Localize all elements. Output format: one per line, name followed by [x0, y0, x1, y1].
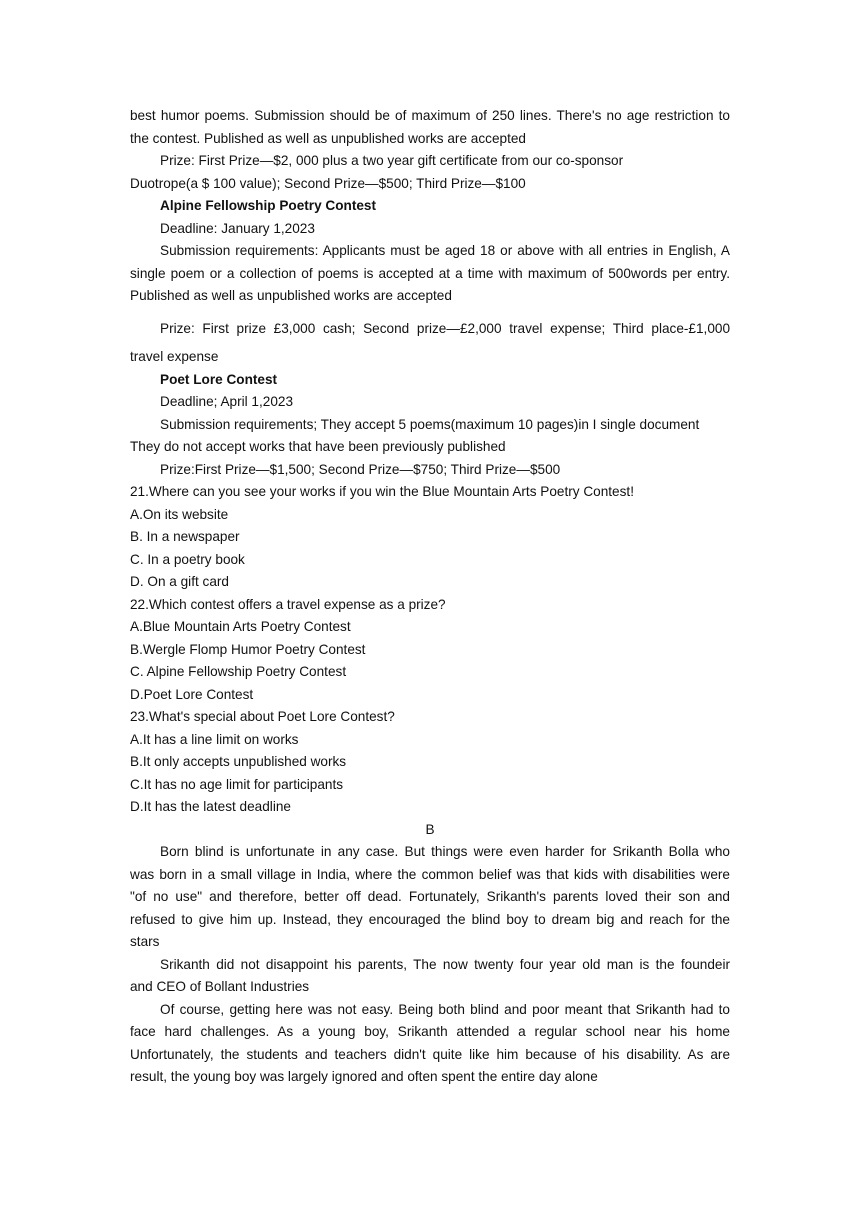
question-21-stem: 21.Where can you see your works if you win the Blue Mountain Arts Poetry Contest!: [130, 484, 634, 499]
alpine-prize-line-1: Prize: First prize £3,000 cash; Second prize—£2,000 travel expense; Third place-£1,000: [160, 320, 730, 336]
wergle-submission-line-1: best humor poems. Submission should be of maximum of 250 lines. There's no age restriction to: [130, 108, 730, 123]
alpine-submission-line-1: Submission requirements: Applicants must be aged 18 or above with all entries in English, A: [160, 243, 730, 258]
passage-b-p2-line-1: Srikanth did not disappoint his parents, The now twenty four year old man is the foundeir: [160, 956, 730, 972]
passage-b-p2-line-2: and CEO of Bollant Industries: [130, 979, 310, 994]
question-22-option-d: D.Poet Lore Contest: [130, 686, 254, 702]
wergle-prize-line-1: Prize: First Prize—$2, 000 plus a two year gift certificate from our co-sponsor: [160, 153, 624, 168]
question-22-option-a: A.Blue Mountain Arts Poetry Contest: [130, 619, 351, 634]
document-body: [130, 105, 730, 1089]
poetlore-submission-line-1: Submission requirements; They accept 5 poems(maximum 10 pages)in I single document: [160, 416, 700, 432]
question-21-option-c: C. In a poetry book: [130, 551, 245, 567]
question-21-option-b: B. In a newspaper: [130, 529, 240, 544]
question-21-option-a: A.On its website: [130, 506, 229, 522]
question-23-option-d: D.It has the latest deadline: [130, 799, 291, 814]
question-21-option-d: D. On a gift card: [130, 574, 229, 589]
poetlore-prize: Prize:First Prize—$1,500; Second Prize—$750; Third Prize—$500: [160, 461, 561, 477]
poetlore-contest-title: Poet Lore Contest: [160, 371, 278, 387]
wergle-submission-line-2: the contest. Published as well as unpublished works are accepted: [130, 130, 526, 146]
alpine-prize-line-2: travel expense: [130, 349, 219, 364]
poetlore-submission-line-2: They do not accept works that have been previously published: [130, 439, 506, 454]
question-23-stem: 23.What's special about Poet Lore Contest?: [130, 709, 395, 724]
passage-b-p1-line-5: stars: [130, 934, 160, 949]
passage-b-p1-line-3: "of no use" and therefore, better off dead. Fortunately, Srikanth's parents loved their son and: [130, 889, 730, 904]
wergle-prize-line-2: Duotrope(a $ 100 value); Second Prize—$500; Third Prize—$100: [130, 175, 526, 191]
alpine-contest-title: Alpine Fellowship Poetry Contest: [160, 198, 377, 213]
question-22-option-c: C. Alpine Fellowship Poetry Contest: [130, 664, 347, 679]
passage-b-p1-line-1: Born blind is unfortunate in any case. But things were even harder for Srikanth Bolla who: [160, 844, 730, 859]
question-23-option-b: B.It only accepts unpublished works: [130, 754, 347, 769]
spacer: [130, 308, 730, 318]
alpine-deadline: Deadline: January 1,2023: [160, 220, 315, 236]
passage-b-p3-line-1: Of course, getting here was not easy. Being both blind and poor meant that Srikanth had to: [160, 1001, 730, 1017]
question-22-option-b: B.Wergle Flomp Humor Poetry Contest: [130, 641, 366, 657]
passage-b-p3-line-3: Unfortunately, the students and teachers didn't quite like him because of his disability. As are: [130, 1046, 730, 1062]
passage-b-p3-line-2: face hard challenges. As a young boy, Srikanth attended a regular school near his home: [130, 1024, 730, 1039]
passage-b-p1-line-4: refused to give him up. Instead, they encouraged the blind boy to dream big and reach for the: [130, 911, 730, 927]
question-23-option-c: C.It has no age limit for participants: [130, 776, 344, 792]
alpine-submission-line-3: Published as well as unpublished works are accepted: [130, 288, 452, 303]
passage-b-p1-line-2: was born in a small village in India, where the common belief was that kids with disabilities were: [130, 866, 730, 882]
alpine-submission-line-2: single poem or a collection of poems is accepted at a time with maximum of 500words per entry.: [130, 265, 730, 281]
passage-b-heading: B: [425, 821, 435, 837]
poetlore-deadline: Deadline; April 1,2023: [160, 394, 294, 409]
question-23-option-a: A.It has a line limit on works: [130, 731, 299, 747]
question-22-stem: 22.Which contest offers a travel expense as a prize?: [130, 596, 446, 612]
passage-b-p3-line-4: result, the young boy was largely ignored and often spent the entire day alone: [130, 1069, 598, 1084]
